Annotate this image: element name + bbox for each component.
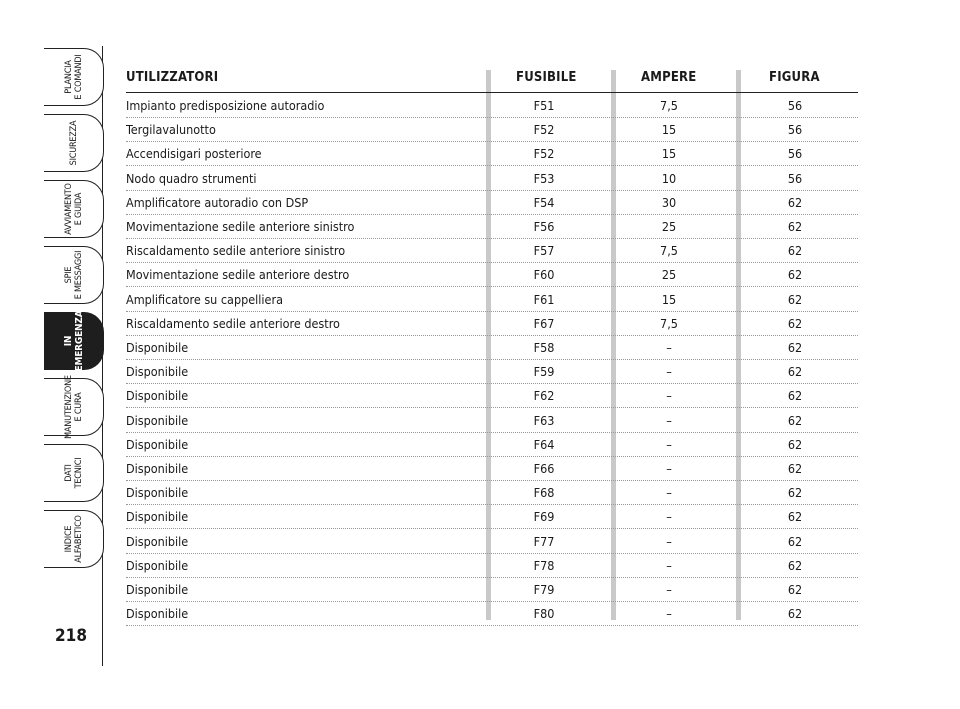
cell-user: Tergilavalunotto	[126, 122, 216, 138]
cell-fuse: F63	[533, 412, 555, 428]
cell-user: Accendisigari posteriore	[126, 146, 262, 162]
table-row	[126, 288, 858, 312]
cell-figure: 62	[787, 267, 803, 283]
table-row	[126, 457, 858, 481]
cell-fuse: F58	[533, 340, 555, 355]
header-amp: AMPERE	[641, 70, 697, 85]
table-row	[126, 530, 858, 554]
cell-figure: 62	[787, 606, 803, 622]
cell-ampere: 15	[661, 291, 677, 307]
cell-ampere: –	[666, 412, 672, 428]
cell-user: Disponibile	[126, 606, 189, 622]
cell-user: Amplificatore autoradio con DSP	[126, 194, 309, 210]
cell-ampere: –	[666, 485, 672, 501]
cell-fuse: F61	[533, 291, 555, 307]
cell-fuse: F62	[533, 388, 555, 404]
cell-user: Disponibile	[126, 388, 189, 404]
cell-user: Disponibile	[126, 364, 189, 380]
cell-ampere: 7,5	[660, 98, 678, 113]
cell-figure: 62	[787, 582, 803, 597]
cell-ampere: –	[666, 557, 672, 573]
cell-fuse: F59	[533, 364, 555, 380]
cell-user: Movimentazione sedile anteriore destro	[126, 267, 350, 283]
cell-figure: 56	[787, 98, 803, 113]
cell-figure: 62	[787, 219, 803, 234]
table-row	[126, 336, 858, 360]
chapter-tab-label: SICUREZZA	[68, 120, 79, 166]
cell-figure: 62	[787, 461, 803, 476]
header-fig: FIGURA	[769, 70, 820, 85]
cell-fuse: F77	[533, 533, 555, 549]
page-number: 218	[55, 626, 87, 646]
cell-figure: 62	[787, 436, 803, 452]
cell-ampere: 7,5	[660, 243, 678, 259]
cell-ampere: –	[666, 606, 672, 622]
cell-fuse: F79	[533, 582, 555, 597]
cell-figure: 56	[787, 146, 803, 162]
table-row	[126, 578, 858, 602]
table-row	[126, 384, 858, 408]
cell-ampere: 25	[661, 267, 677, 283]
cell-figure: 62	[787, 340, 803, 355]
cell-user: Amplificatore su cappelliera	[126, 291, 283, 307]
table-row	[126, 191, 858, 215]
cell-figure: 62	[787, 194, 803, 210]
cell-fuse: F51	[533, 98, 555, 113]
cell-fuse: F64	[533, 436, 555, 452]
cell-user: Disponibile	[126, 509, 189, 525]
cell-user: Disponibile	[126, 533, 189, 549]
cell-figure: 56	[787, 122, 803, 138]
cell-user: Disponibile	[126, 340, 189, 355]
table-row	[126, 433, 858, 457]
table-row	[126, 312, 858, 336]
cell-fuse: F60	[533, 267, 555, 283]
table-row	[126, 505, 858, 529]
table-row	[126, 602, 858, 626]
cell-figure: 62	[787, 243, 803, 259]
cell-fuse: F52	[533, 122, 555, 138]
cell-ampere: –	[666, 509, 672, 525]
cell-fuse: F69	[533, 509, 555, 525]
table-row	[126, 409, 858, 433]
chapter-tab-4[interactable]	[44, 312, 104, 370]
header-user: UTILIZZATORI	[126, 70, 219, 85]
table-row	[126, 118, 858, 142]
table-row	[126, 167, 858, 191]
cell-figure: 62	[787, 291, 803, 307]
table-row	[126, 360, 858, 384]
table-row	[126, 142, 858, 166]
cell-ampere: –	[666, 582, 672, 597]
cell-user: Riscaldamento sedile anteriore sinistro	[126, 243, 346, 259]
chapter-tab-label: SPIE E MESSAGGI	[63, 250, 84, 300]
chapter-tab-label: IN EMERGENZA	[62, 310, 85, 372]
cell-ampere: –	[666, 364, 672, 380]
cell-ampere: –	[666, 388, 672, 404]
chapter-tab-label: DATI TECNICI	[63, 457, 84, 489]
cell-figure: 62	[787, 533, 803, 549]
cell-figure: 62	[787, 315, 803, 331]
table-row	[126, 94, 858, 118]
cell-user: Disponibile	[126, 436, 189, 452]
cell-figure: 62	[787, 388, 803, 404]
cell-ampere: –	[666, 461, 672, 476]
header-fuse: FUSIBILE	[516, 70, 577, 85]
cell-ampere: –	[666, 340, 672, 355]
chapter-tab-0[interactable]	[44, 48, 104, 106]
table-row	[126, 481, 858, 505]
table-row	[126, 263, 858, 287]
cell-figure: 62	[787, 557, 803, 573]
cell-ampere: –	[666, 533, 672, 549]
table-row	[126, 554, 858, 578]
cell-user: Disponibile	[126, 582, 189, 597]
cell-figure: 62	[787, 412, 803, 428]
cell-user: Movimentazione sedile anteriore sinistro	[126, 219, 355, 234]
chapter-tab-7[interactable]	[44, 510, 104, 568]
cell-ampere: 15	[661, 122, 677, 138]
cell-fuse: F56	[533, 219, 555, 234]
chapter-tab-label: AVVIAMENTO E GUIDA	[63, 183, 84, 235]
cell-user: Disponibile	[126, 557, 189, 573]
table-row	[126, 239, 858, 263]
cell-ampere: 10	[661, 170, 677, 186]
cell-figure: 62	[787, 364, 803, 380]
chapter-tab-3[interactable]	[44, 246, 104, 304]
chapter-tab-5[interactable]	[44, 375, 104, 439]
row-separator	[126, 625, 858, 626]
cell-user: Riscaldamento sedile anteriore destro	[126, 315, 340, 331]
cell-fuse: F80	[533, 606, 555, 622]
cell-figure: 62	[787, 485, 803, 501]
cell-user: Disponibile	[126, 412, 189, 428]
chapter-tab-2[interactable]	[44, 180, 104, 238]
cell-figure: 56	[787, 170, 803, 186]
cell-ampere: –	[666, 436, 672, 452]
cell-ampere: 30	[661, 194, 677, 210]
cell-fuse: F57	[533, 243, 555, 259]
cell-fuse: F78	[533, 557, 555, 573]
cell-user: Disponibile	[126, 485, 189, 501]
table-row	[126, 215, 858, 239]
cell-figure: 62	[787, 509, 803, 525]
chapter-tab-label: PLANCIA E COMANDI	[63, 54, 84, 100]
cell-ampere: 15	[661, 146, 677, 162]
chapter-tab-label: MANUTENZIONE E CURA	[63, 375, 84, 439]
cell-fuse: F68	[533, 485, 555, 501]
chapter-tab-6[interactable]	[44, 444, 104, 502]
cell-fuse: F52	[533, 146, 555, 162]
cell-fuse: F66	[533, 461, 555, 476]
chapter-tab-label: INDICE ALFABETICO	[63, 515, 84, 563]
cell-user: Disponibile	[126, 461, 189, 476]
cell-fuse: F53	[533, 170, 555, 186]
cell-fuse: F54	[533, 194, 555, 210]
cell-fuse: F67	[533, 315, 555, 331]
cell-user: Nodo quadro strumenti	[126, 170, 257, 186]
cell-ampere: 7,5	[660, 315, 678, 331]
cell-user: Impianto predisposizione autoradio	[126, 98, 325, 113]
header-rule	[126, 92, 858, 93]
chapter-tab-1[interactable]	[44, 114, 104, 172]
cell-ampere: 25	[661, 219, 677, 234]
